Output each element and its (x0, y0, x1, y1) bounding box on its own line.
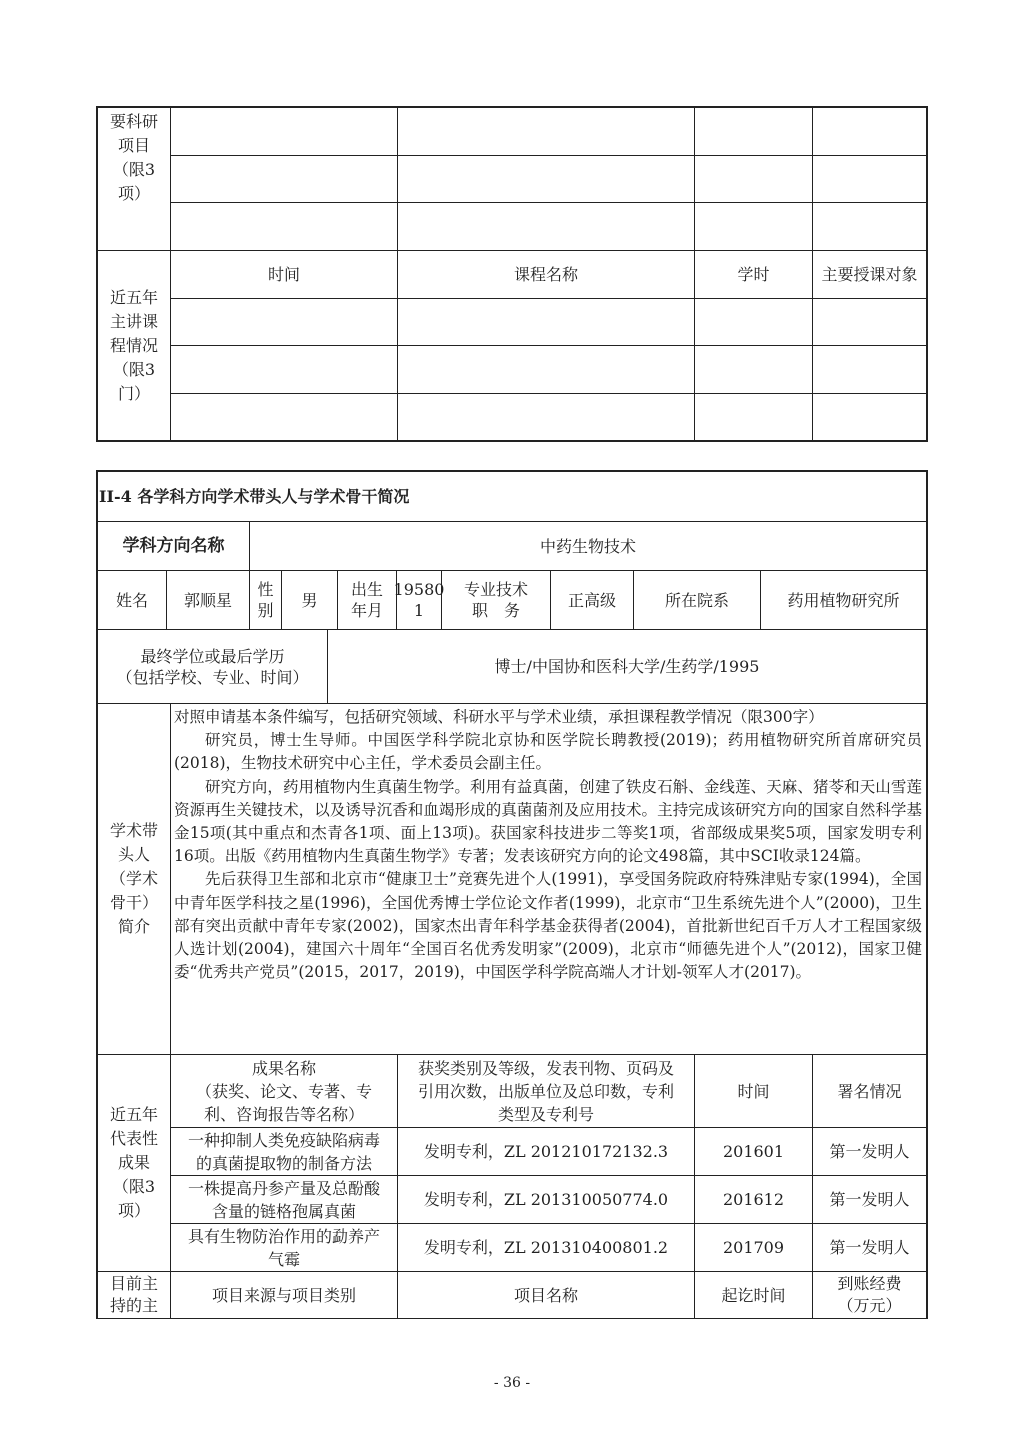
proj-header-source: 项目来源与项目类别 (211, 1285, 356, 1305)
ach-header-author: 署名情况 (837, 1081, 902, 1101)
gender-label: 性 别 (257, 580, 274, 620)
ach-time: 201612 (722, 1190, 785, 1209)
birth-label: 出生 年月 (350, 580, 383, 620)
degree-label: 最终学位或最后学历 （包括学校、专业、时间） (116, 646, 309, 687)
ach-type: 发明专利，ZL 201310050774.0 (423, 1190, 669, 1209)
degree-value: 博士/中国协和医科大学/生药学/1995 (494, 657, 760, 676)
course-header-time: 时间 (267, 265, 300, 284)
name-label: 姓名 (115, 590, 148, 610)
dept-label: 所在院系 (664, 590, 729, 610)
field-label: 学科方向名称 (122, 535, 225, 556)
projects-label: 目前主 持的主 (109, 1274, 158, 1315)
page-number: - 36 - (493, 1375, 531, 1391)
ach-header-name: 成果名称 （获奖、论文、专著、专 利、咨询报告等名称） (195, 1058, 372, 1124)
course-header-audience: 主要授课对象 (821, 265, 918, 284)
bio-paragraph-2: 研究方向，药用植物内生真菌生物学。利用有益真菌，创建了铁皮石斛、金线莲、天麻、猪苓和天山雪莲资源再生关键技术，以及诱导沉香和血竭形成的真菌菌剂及应用技术。主持完成该研究方向的国家自然科学基金15项(其中重点和杰青各1项、面上13项)。获国家科技进步二等奖1项，省部级成果奖5项，国家发明专利16项。出版《药用植物内生真菌生物学》专著；发表该研究方向的论文498篇，其中SCI收录124篇。 (174, 777, 922, 866)
person-title: 正高级 (567, 590, 616, 610)
person-dept: 药用植物研究所 (787, 590, 900, 610)
ach-author: 第一发明人 (829, 1238, 910, 1257)
ach-time: 201601 (722, 1142, 785, 1161)
research-projects-label: 要科研 项目 （限3 项） (109, 112, 158, 203)
ach-author: 第一发明人 (829, 1190, 910, 1209)
course-header-hours: 学时 (737, 265, 770, 284)
ach-name: 一株提高丹参产量及总酚酸 含量的链格孢属真菌 (187, 1178, 380, 1221)
proj-header-name: 项目名称 (513, 1285, 578, 1305)
bio-instruction: 对照申请基本条件编写，包括研究领域、科研水平与学术业绩，承担课程教学情况（限300字） (174, 708, 824, 726)
ach-author: 第一发明人 (829, 1142, 910, 1161)
person-gender: 男 (301, 590, 318, 610)
ach-type: 发明专利，ZL 201310400801.2 (423, 1238, 669, 1257)
achievements-label: 近五年 代表性 成果 （限3 项） (109, 1105, 158, 1220)
ach-name: 具有生物防治作用的勐养产 气霉 (187, 1226, 380, 1269)
field-value: 中药生物技术 (539, 536, 636, 556)
bio-paragraph-1: 研究员，博士生导师。中国医学科学院北京协和医学院长聘教授(2019)；药用植物研究所首席研究员(2018)，生物技术研究中心主任，学术委员会副主任。 (174, 731, 922, 773)
person-name: 郭顺星 (183, 590, 232, 610)
ach-name: 一种抑制人类免疫缺陷病毒 的真菌提取物的制备方法 (187, 1130, 380, 1173)
courses-label: 近五年 主讲课 程情况 （限3 门） (109, 288, 158, 403)
bio-text (174, 706, 922, 984)
course-header-name: 课程名称 (513, 265, 578, 284)
ach-time: 201709 (722, 1238, 785, 1257)
ach-header-type: 获奖类别及等级，发表刊物、页码及 引用次数，出版单位及总印数，专利 类型及专利号 (417, 1058, 674, 1124)
proj-header-period: 起讫时间 (721, 1285, 786, 1305)
proj-header-funds: 到账经费 （万元） (837, 1274, 902, 1315)
bio-paragraph-3: 先后获得卫生部和北京市“健康卫士”竞赛先进个人(1991)，享受国务院政府特殊津贴专家(1994)，全国中青年医学科技之星(1996)，全国优秀博士学位论文作者(1999)，北京市“卫生系统先进个人”(2000)，卫生部有突出贡献中青年专家(2002)，国家杰出青年科学基金获得者(2004)，首批新世纪百千万人才工程国家级人选计划(2004)，建国六十周年“全国百名优秀发明家”(2009)，北京市“师德先进个人”(2012)，国家卫健委“优秀共产党员”(2015，2017，2019)，中国医学科学院高端人才计划-领军人才(2017)。 (174, 870, 922, 982)
ach-header-time: 时间 (737, 1081, 770, 1101)
bio-label: 学术带 头人 （学术 骨干） 简介 (109, 821, 158, 936)
person-birth: 19580 1 (393, 580, 445, 620)
ach-type: 发明专利，ZL 201210172132.3 (423, 1142, 669, 1161)
section-title: II-4 各学科方向学术带头人与学术骨干简况 (99, 487, 410, 506)
title-label: 专业技术 职 务 (463, 580, 528, 620)
